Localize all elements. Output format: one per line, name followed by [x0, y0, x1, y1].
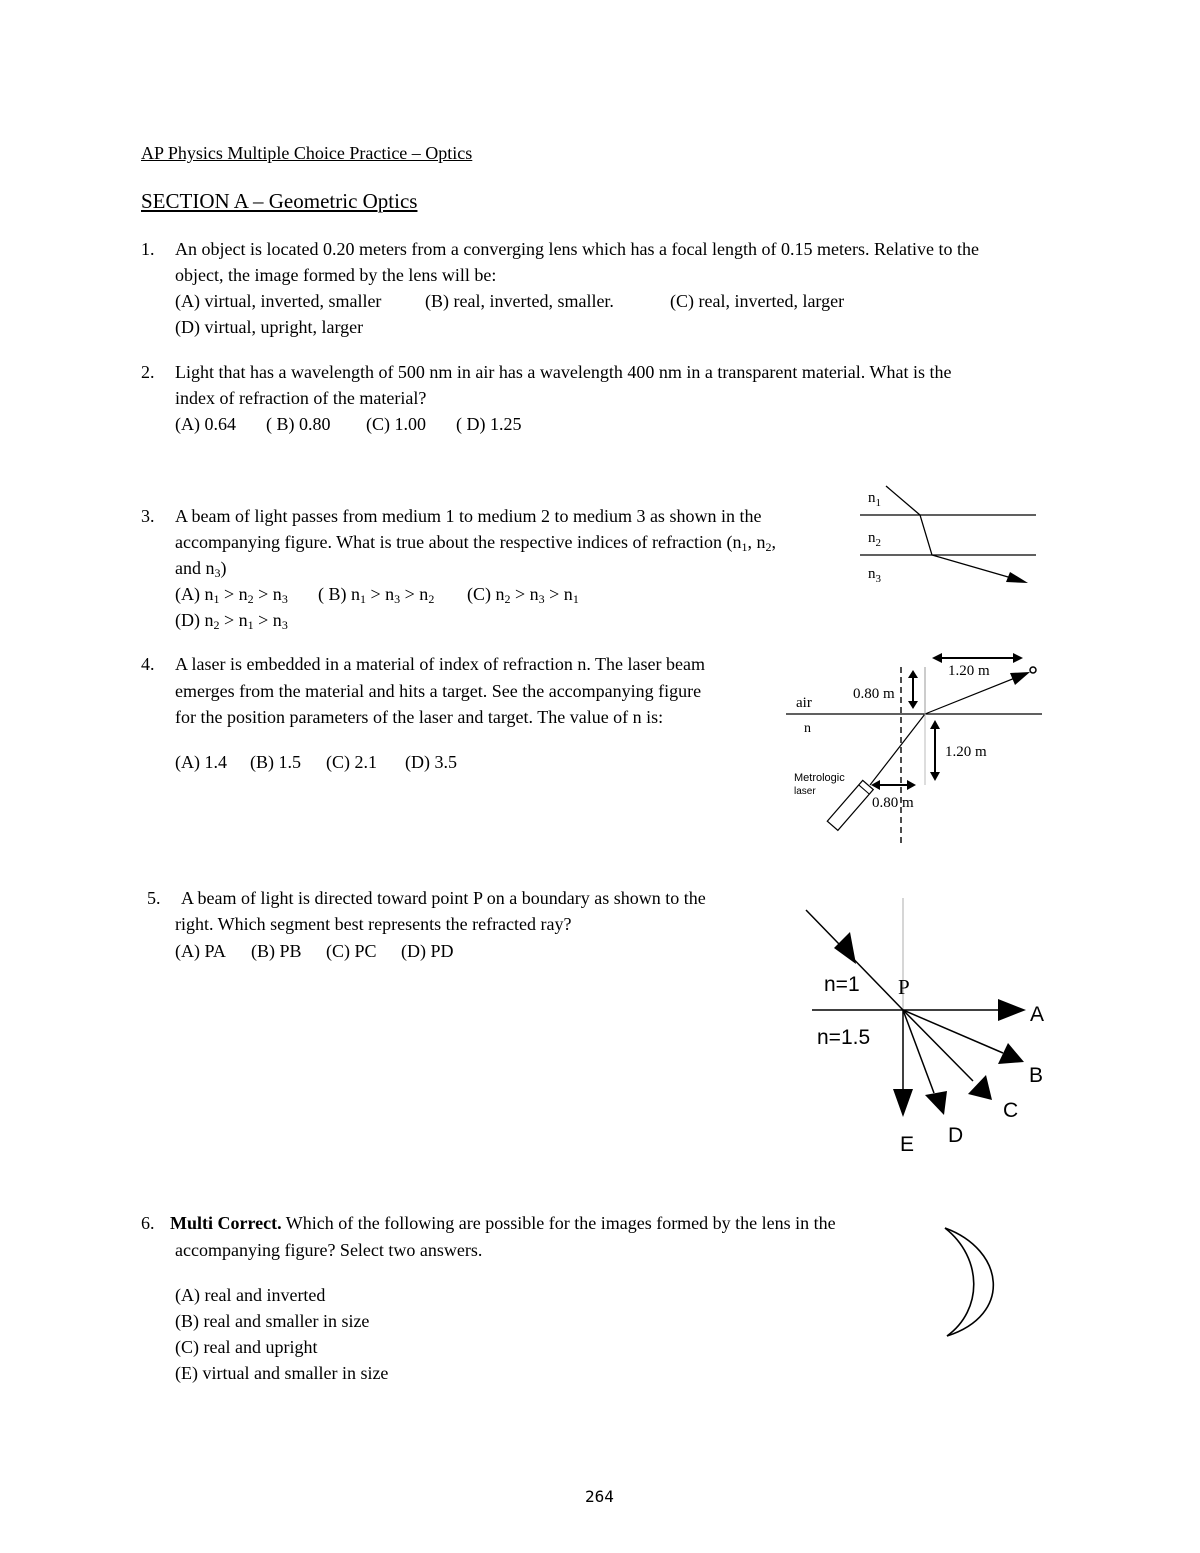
q5-fig-label-e: E: [900, 1133, 915, 1156]
q4-fig-laser-label-1: Metrologic: [794, 772, 845, 784]
q3-option-b: ( B) $n_1 > n_3 > n_2$: [318, 584, 435, 606]
q2-option-b: ( B) 0.80: [266, 414, 331, 434]
document-title: AP Physics Multiple Choice Practice – Optics: [141, 143, 473, 163]
q4-stem-line1: A laser is embedded in a material of index of refraction n. The laser beam: [175, 654, 705, 674]
q4-fig-bottom-vertical: 1.20 m: [945, 744, 987, 760]
section-heading: SECTION A – Geometric Optics: [141, 189, 418, 213]
q4-fig-top-horizontal: 1.20 m: [948, 663, 990, 679]
q5-fig-label-d: D: [948, 1124, 964, 1147]
q5-stem-line2: right. Which segment best represents the refracted ray?: [175, 914, 572, 934]
q4-laser-figure: [780, 645, 1050, 850]
q6-stem-line1: Multi Correct. Which of the following are possible for the images formed by the lens in the: [170, 1213, 836, 1233]
q2-option-d: ( D) 1.25: [456, 414, 522, 434]
q4-number: 4.: [141, 654, 155, 674]
q6-option-b: (B) real and smaller in size: [175, 1311, 370, 1331]
q5-fig-n-bottom: n=1.5: [817, 1026, 871, 1049]
q4-stem-line3: for the position parameters of the laser and target. The value of n is:: [175, 707, 664, 727]
q5-fig-label-c: C: [1003, 1099, 1019, 1122]
page-number: 264: [585, 1487, 614, 1506]
q4-fig-air-label: air: [796, 695, 812, 711]
q4-fig-laser-label-2: laser: [794, 786, 816, 797]
q3-stem-line2: accompanying figure. What is true about the respective indices of refraction ($n_1$, $n_2$,: [175, 532, 776, 554]
q3-stem-line3: and $n_3$): [175, 558, 227, 580]
q3-option-c: (C) $n_2 > n_3 > n_1$: [467, 584, 579, 606]
q4-option-d: (D) 3.5: [405, 752, 457, 772]
q5-refraction-figure: [800, 895, 1060, 1160]
q4-fig-bottom-horizontal: 0.80 m: [872, 795, 914, 811]
q1-number: 1.: [141, 239, 155, 259]
q2-stem-line2: index of refraction of the material?: [175, 388, 427, 408]
q1-option-c: (C) real, inverted, larger: [670, 291, 845, 311]
q5-stem-line1: A beam of light is directed toward point P on a boundary as shown to the: [181, 888, 706, 908]
q2-option-c: (C) 1.00: [366, 414, 426, 434]
q5-fig-point-p: P: [898, 975, 910, 999]
q4-option-a: (A) 1.4: [175, 752, 227, 772]
q6-option-a: (A) real and inverted: [175, 1285, 326, 1305]
q5-option-c: (C) PC: [326, 941, 377, 961]
q4-fig-top-vertical: 0.80 m: [853, 686, 895, 702]
q3-option-d: (D) $n_2 > n_1 > n_3$: [175, 610, 288, 632]
q3-fig-n2: $n_2$: [868, 530, 881, 549]
q1-stem-line1: An object is located 0.20 meters from a converging lens which has a focal length of 0.15 meters. Relative to the: [175, 239, 979, 259]
q3-fig-n3: $n_3$: [868, 566, 881, 585]
q6-option-c: (C) real and upright: [175, 1337, 318, 1357]
q2-number: 2.: [141, 362, 155, 382]
q5-fig-n-top: n=1: [824, 973, 860, 996]
q4-option-c: (C) 2.1: [326, 752, 377, 772]
q3-refraction-figure: [850, 480, 1050, 595]
q3-stem-line1: A beam of light passes from medium 1 to medium 2 to medium 3 as shown in the: [175, 506, 762, 526]
q4-stem-line2: emerges from the material and hits a target. See the accompanying figure: [175, 681, 702, 701]
q6-stem-line2: accompanying figure? Select two answers.: [175, 1240, 483, 1260]
q5-option-d: (D) PD: [401, 941, 454, 961]
q4-option-b: (B) 1.5: [250, 752, 301, 772]
q6-option-e: (E) virtual and smaller in size: [175, 1363, 389, 1383]
q3-option-a: (A) $n_1 > n_2 > n_3$: [175, 584, 288, 606]
q5-option-b: (B) PB: [251, 941, 302, 961]
q5-option-a: (A) PA: [175, 941, 226, 961]
q2-option-a: (A) 0.64: [175, 414, 236, 434]
q3-fig-n1: $n_1$: [868, 490, 881, 509]
q1-stem-line2: object, the image formed by the lens will be:: [175, 265, 497, 285]
q5-fig-label-b: B: [1029, 1064, 1044, 1087]
q6-number: 6.: [141, 1213, 155, 1233]
q2-stem-line1: Light that has a wavelength of 500 nm in air has a wavelength 400 nm in a transparent material. What is the: [175, 362, 952, 382]
q1-option-a: (A) virtual, inverted, smaller: [175, 291, 382, 311]
q5-number: 5.: [147, 888, 161, 908]
q4-fig-n-label: n: [804, 721, 811, 736]
q1-option-d: (D) virtual, upright, larger: [175, 317, 364, 337]
q6-lens-figure: [935, 1220, 1015, 1345]
q3-number: 3.: [141, 506, 155, 526]
q5-fig-label-a: A: [1030, 1003, 1045, 1026]
q1-option-b: (B) real, inverted, smaller.: [425, 291, 614, 311]
